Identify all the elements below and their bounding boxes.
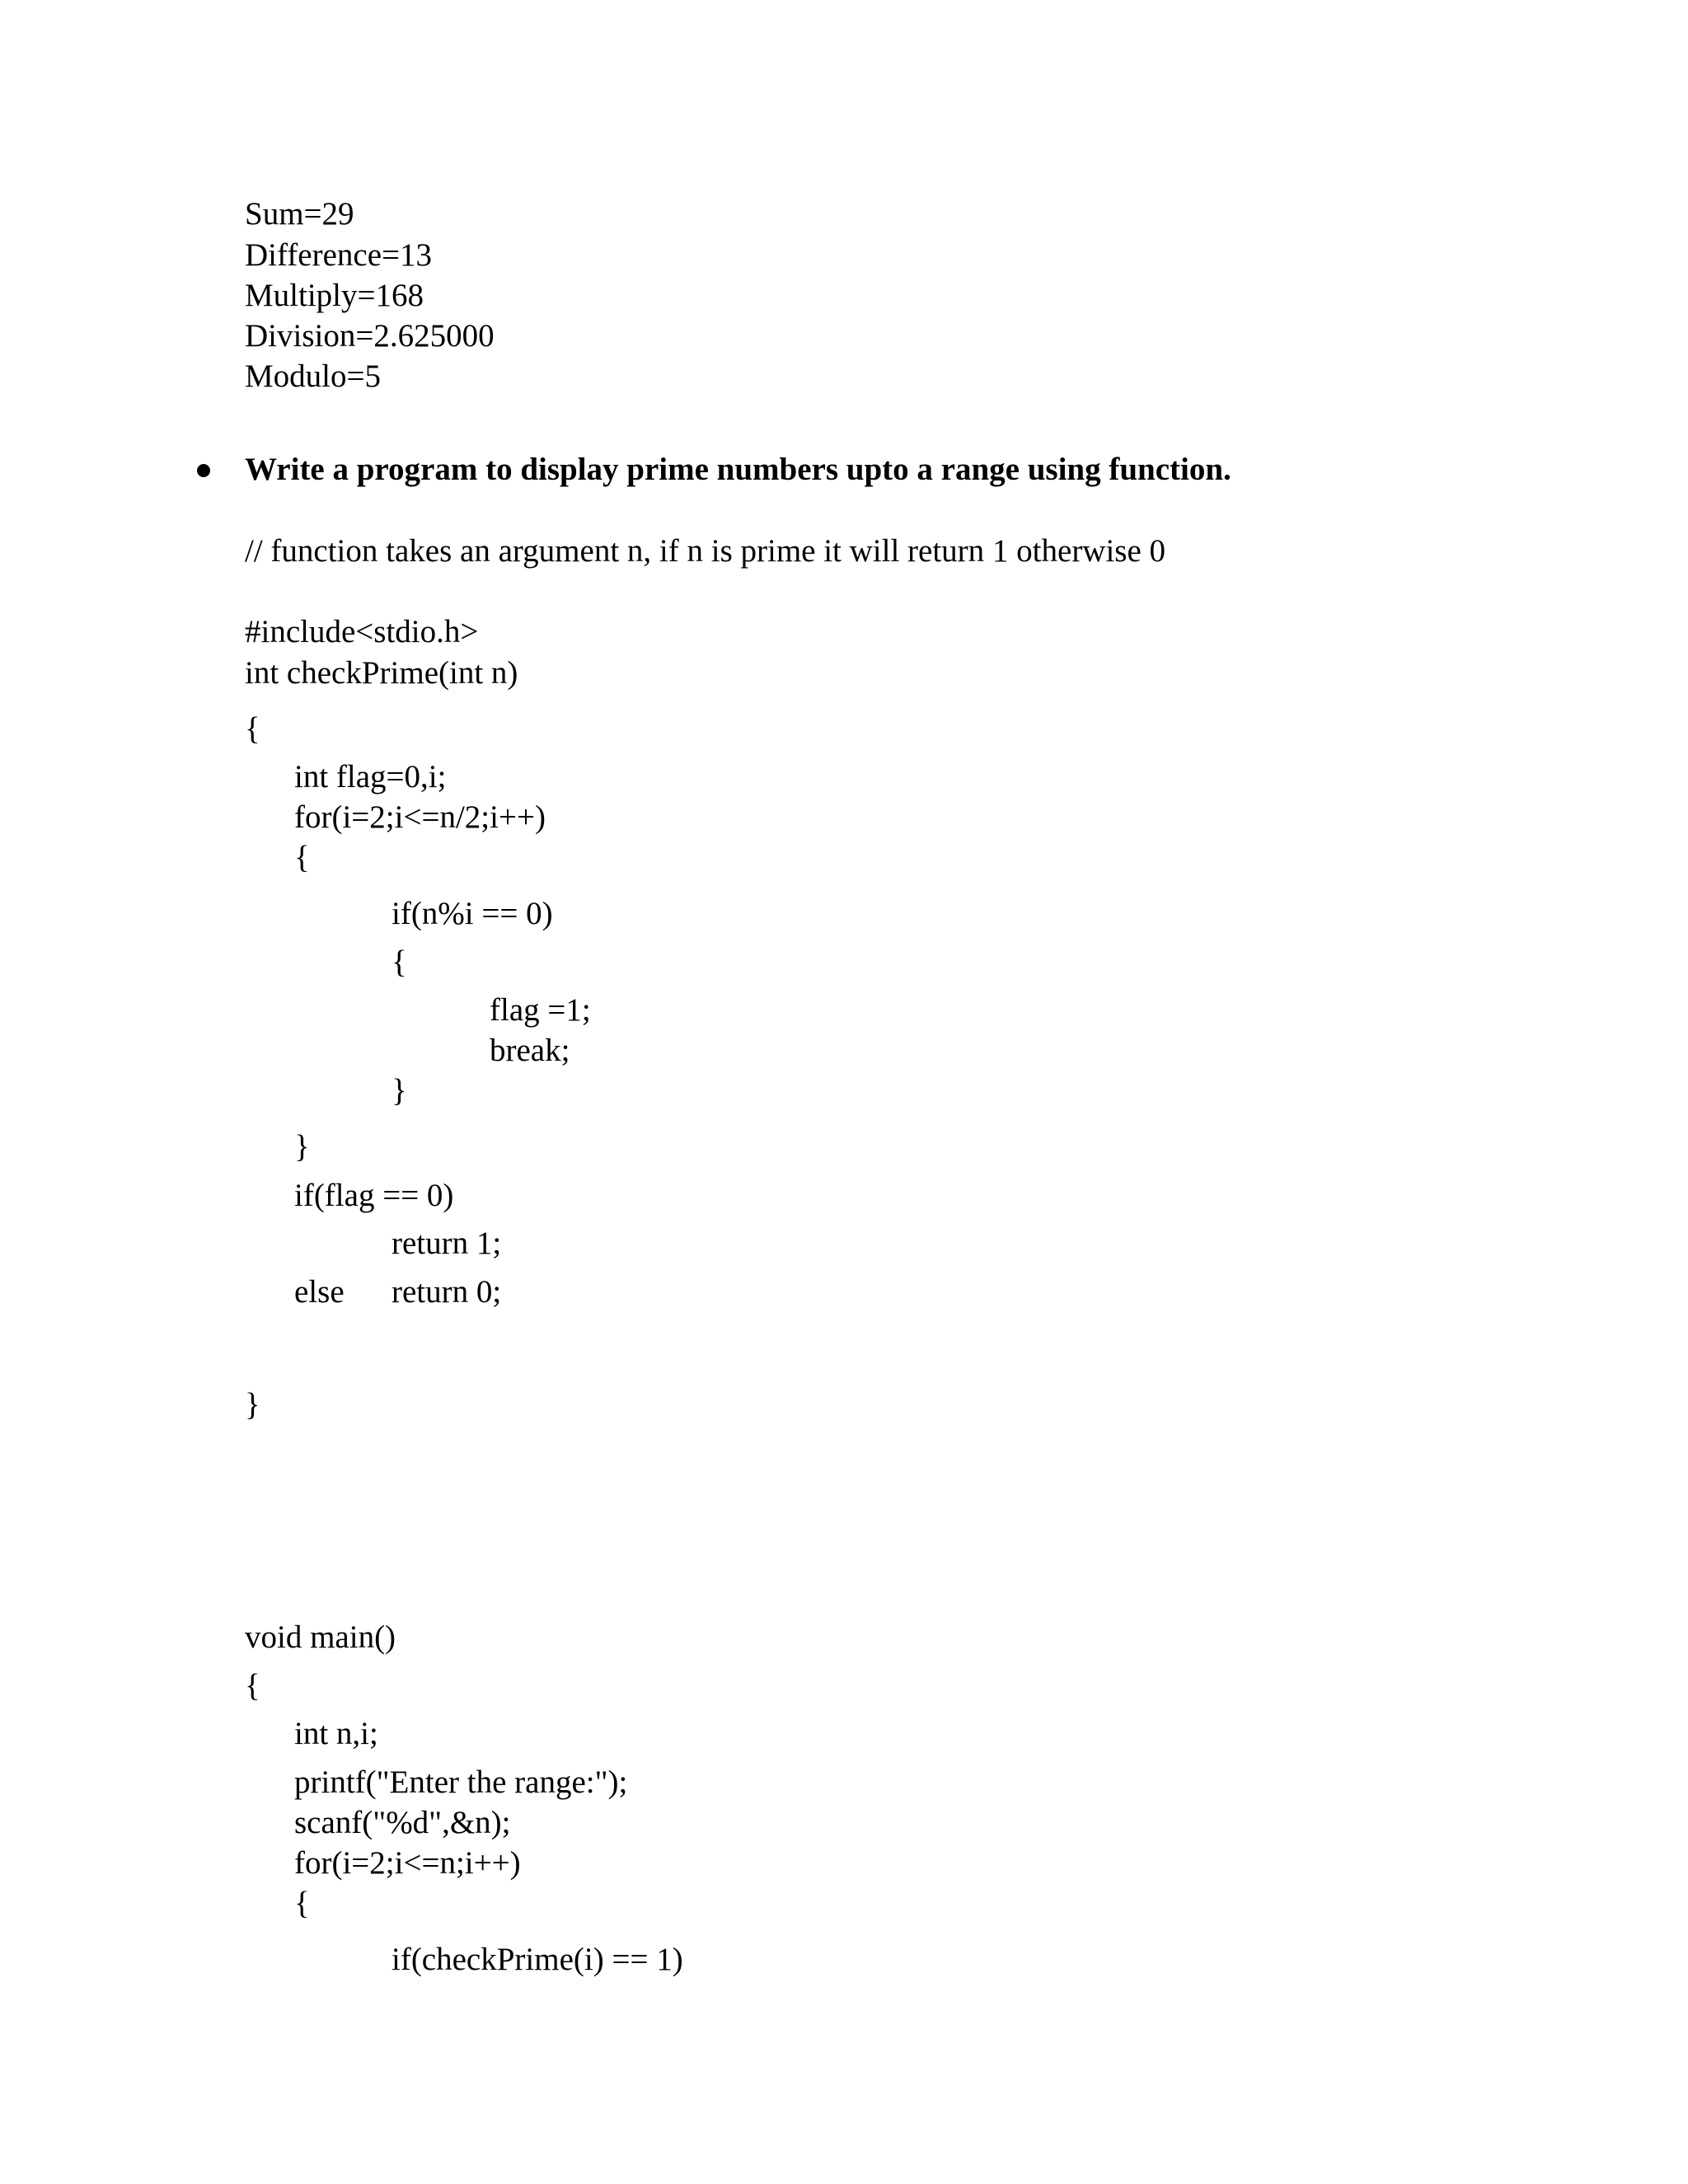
output-division: Division=2.625000 xyxy=(245,318,495,354)
code-if-checkprime: if(checkPrime(i) == 1) xyxy=(392,1942,683,1977)
code-open-brace: { xyxy=(245,1668,260,1704)
code-for-loop: for(i=2;i<=n;i++) xyxy=(294,1845,521,1881)
code-close-brace: } xyxy=(392,1073,407,1108)
output-modulo: Modulo=5 xyxy=(245,359,382,394)
code-else-keyword: else xyxy=(294,1274,345,1310)
code-close-brace: } xyxy=(294,1129,310,1165)
code-main-signature: void main() xyxy=(245,1619,396,1655)
code-comment: // function takes an argument n, if n is prime it will return 1 otherwise 0 xyxy=(245,533,1166,569)
code-open-brace: { xyxy=(392,944,407,980)
code-for-loop: for(i=2;i<=n/2;i++) xyxy=(294,799,546,835)
code-scanf: scanf("%d",&n); xyxy=(294,1805,511,1840)
bullet-point xyxy=(197,464,210,477)
code-break: break; xyxy=(490,1033,570,1068)
code-include: #include<stdio.h> xyxy=(245,614,479,649)
code-open-brace: { xyxy=(245,711,260,747)
output-multiply: Multiply=168 xyxy=(245,278,424,313)
code-if-flag: if(flag == 0) xyxy=(294,1178,454,1213)
question-heading: Write a program to display prime numbers upto a range using function. xyxy=(245,452,1231,487)
code-main-declaration: int n,i; xyxy=(294,1716,378,1751)
code-flag-declaration: int flag=0,i; xyxy=(294,759,447,794)
output-difference: Difference=13 xyxy=(245,237,432,273)
code-if-modulo: if(n%i == 0) xyxy=(392,896,553,931)
code-open-brace: { xyxy=(294,1886,310,1921)
code-return-zero: return 0; xyxy=(392,1274,502,1310)
code-close-brace: } xyxy=(245,1387,260,1422)
code-return-one: return 1; xyxy=(392,1226,502,1261)
code-checkprime-signature: int checkPrime(int n) xyxy=(245,655,518,691)
code-printf: printf("Enter the range:"); xyxy=(294,1765,628,1800)
output-sum: Sum=29 xyxy=(245,196,354,232)
code-open-brace: { xyxy=(294,840,310,875)
code-flag-assignment: flag =1; xyxy=(490,992,591,1028)
